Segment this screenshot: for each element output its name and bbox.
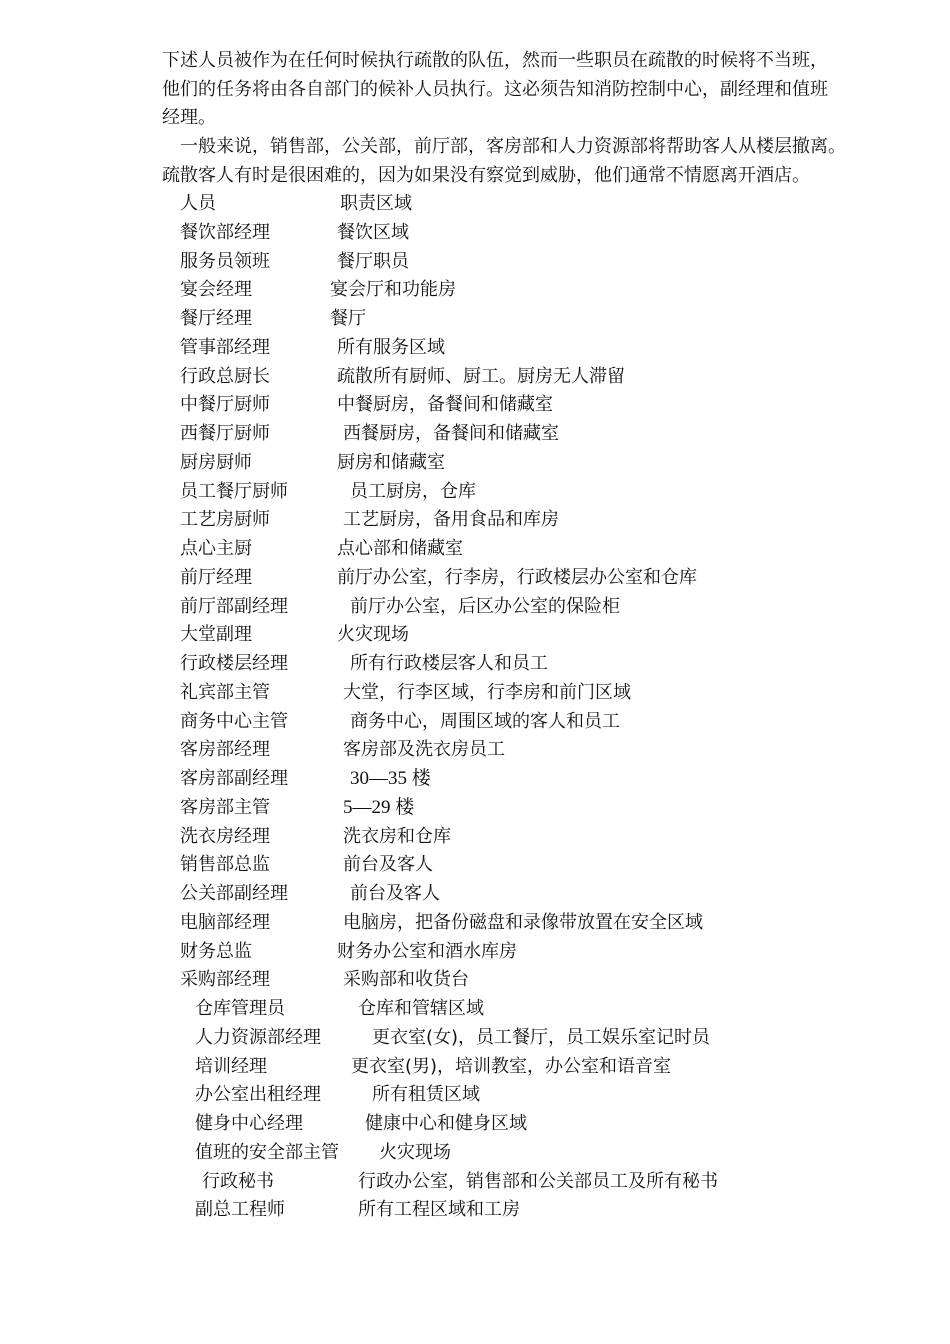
- row-person: 大堂副理: [180, 624, 252, 646]
- row-person: 工艺房厨师: [180, 509, 270, 531]
- row-person: 行政总厨长: [180, 365, 270, 387]
- row-person: 商务中心主管: [180, 710, 288, 732]
- row-area: 更衣室(男)，培训教室，办公室和语音室: [351, 1055, 672, 1077]
- row-person: 前厅部副经理: [180, 595, 288, 617]
- row-person: 公关部副经理: [180, 883, 288, 904]
- row-area: 厨房和储藏室: [337, 451, 445, 473]
- row-area: 火灾现场: [379, 1141, 451, 1163]
- row-person: 员工餐厅厨师: [180, 480, 288, 502]
- table-row: [0, 334, 950, 363]
- table-row: [0, 305, 950, 334]
- row-person: 健身中心经理: [195, 1113, 303, 1134]
- table-row: [0, 851, 950, 880]
- row-area: 5—29 楼: [343, 796, 415, 818]
- table-row: [0, 593, 950, 622]
- table-row: [0, 995, 950, 1024]
- row-person: 前厅经理: [180, 566, 252, 588]
- row-person: 办公室出租经理: [195, 1084, 321, 1106]
- table-row: [0, 420, 950, 449]
- row-area: 所有工程区域和工房: [358, 1199, 520, 1221]
- table-row: [0, 1024, 950, 1053]
- row-person: 客房部主管: [180, 796, 270, 818]
- table-row: [0, 248, 950, 277]
- evacuation-paragraph: [162, 133, 902, 190]
- row-person: 礼宾部主管: [180, 681, 270, 703]
- row-person: 行政楼层经理: [180, 653, 288, 674]
- row-area: 点心部和储藏室: [337, 538, 463, 559]
- row-person: 洗衣房经理: [180, 825, 270, 847]
- table-row: [0, 880, 950, 909]
- paragraph-line: 经理。: [162, 107, 216, 129]
- table-header-row: [0, 190, 950, 219]
- row-person: 电脑部经理: [180, 911, 270, 933]
- row-person: 财务总监: [180, 940, 252, 962]
- row-area: 洗衣房和仓库: [343, 825, 451, 847]
- row-person: 仓库管理员: [195, 998, 285, 1019]
- row-area: 行政办公室，销售部和公关部员工及所有秘书: [358, 1170, 718, 1192]
- table-row: [0, 449, 950, 478]
- row-area: 前台及客人: [350, 883, 440, 904]
- table-row: [0, 564, 950, 593]
- table-row: [0, 1139, 950, 1168]
- row-area: 所有服务区域: [337, 336, 445, 358]
- row-area: 疏散所有厨师、厨工。厨房无人滞留: [337, 365, 625, 387]
- paragraph-line: 疏散客人有时是很困难的，因为如果没有察觉到威胁，他们通常不情愿离开酒店。: [162, 164, 810, 186]
- table-row: [0, 938, 950, 967]
- table-row: [0, 1110, 950, 1139]
- table-row: [0, 966, 950, 995]
- table-row: [0, 621, 950, 650]
- row-person: 厨房厨师: [180, 451, 252, 473]
- row-person: 客房部经理: [180, 739, 270, 761]
- paragraph-line: 一般来说，销售部，公关部，前厅部，客房部和人力资源部将帮助客人从楼层撤离。: [162, 136, 846, 157]
- row-area: 所有行政楼层客人和员工: [350, 653, 548, 674]
- table-row: [0, 909, 950, 938]
- row-area: 火灾现场: [337, 624, 409, 646]
- row-area: 电脑房，把备份磁盘和录像带放置在安全区域: [343, 911, 703, 933]
- row-area: 健康中心和健身区域: [365, 1113, 527, 1134]
- intro-paragraph: [162, 47, 902, 133]
- table-row: [0, 506, 950, 535]
- row-area: 更衣室(女)，员工餐厅，员工娱乐室记时员: [372, 1026, 711, 1048]
- row-area: 中餐厨房，备餐间和储藏室: [337, 394, 553, 416]
- row-person: 客房部副经理: [180, 768, 288, 789]
- table-row: [0, 679, 950, 708]
- row-area: 餐饮区域: [337, 221, 409, 243]
- row-person: 培训经理: [195, 1055, 267, 1077]
- row-person: 服务员领班: [180, 250, 270, 272]
- table-row: [0, 391, 950, 420]
- table-row: [0, 535, 950, 564]
- table-row: [0, 478, 950, 507]
- row-area: 所有租赁区域: [372, 1084, 480, 1106]
- table-row: [0, 765, 950, 794]
- row-area: 大堂，行李区域，行李房和前门区域: [343, 681, 631, 703]
- table-row: [0, 276, 950, 305]
- row-person: 管事部经理: [180, 336, 270, 358]
- table-row: [0, 1168, 950, 1197]
- row-person: 餐厅经理: [180, 308, 252, 329]
- header-area: 职责区域: [340, 193, 412, 214]
- row-person: 西餐厅厨师: [180, 423, 270, 444]
- row-area: 工艺厨房，备用食品和库房: [343, 509, 559, 531]
- row-area: 餐厅职员: [337, 250, 409, 272]
- row-area: 前厅办公室，行李房，行政楼层办公室和仓库: [337, 566, 697, 588]
- header-person: 人员: [180, 193, 216, 214]
- table-row: [0, 219, 950, 248]
- row-area: 西餐厨房，备餐间和储藏室: [343, 423, 559, 444]
- row-area: 员工厨房，仓库: [350, 480, 476, 502]
- table-row: [0, 823, 950, 852]
- row-area: 宴会厅和功能房: [330, 279, 456, 301]
- table-row: [0, 794, 950, 823]
- row-area: 餐厅: [330, 308, 366, 329]
- row-person: 餐饮部经理: [180, 221, 270, 243]
- row-area: 前台及客人: [343, 854, 433, 876]
- table-row: [0, 363, 950, 392]
- row-person: 值班的安全部主管: [195, 1141, 339, 1163]
- duty-table: [0, 190, 950, 1225]
- row-area: 前厅办公室，后区办公室的保险柜: [350, 595, 620, 617]
- row-person: 中餐厅厨师: [180, 394, 270, 416]
- table-row: [0, 650, 950, 679]
- row-person: 采购部经理: [180, 969, 270, 991]
- row-area: 仓库和管辖区域: [358, 998, 484, 1019]
- row-person: 点心主厨: [180, 538, 252, 559]
- row-area: 客房部及洗衣房员工: [343, 739, 505, 761]
- row-person: 销售部总监: [180, 854, 270, 876]
- row-person: 副总工程师: [195, 1199, 285, 1221]
- paragraph-line: 他们的任务将由各自部门的候补人员执行。这必须告知消防控制中心，副经理和值班: [162, 78, 828, 100]
- row-person: 宴会经理: [180, 279, 252, 301]
- paragraph-line: 下述人员被作为在任何时候执行疏散的队伍，然而一些职员在疏散的时候将不当班，: [162, 50, 828, 71]
- row-person: 人力资源部经理: [195, 1026, 321, 1048]
- row-area: 商务中心，周围区域的客人和员工: [350, 710, 620, 732]
- row-person: 行政秘书: [202, 1170, 274, 1192]
- table-row: [0, 708, 950, 737]
- table-row: [0, 1196, 950, 1225]
- table-row: [0, 1081, 950, 1110]
- table-row: [0, 1053, 950, 1082]
- row-area: 30—35 楼: [350, 768, 431, 789]
- row-area: 采购部和收货台: [343, 969, 469, 991]
- table-row: [0, 736, 950, 765]
- row-area: 财务办公室和酒水库房: [337, 940, 517, 962]
